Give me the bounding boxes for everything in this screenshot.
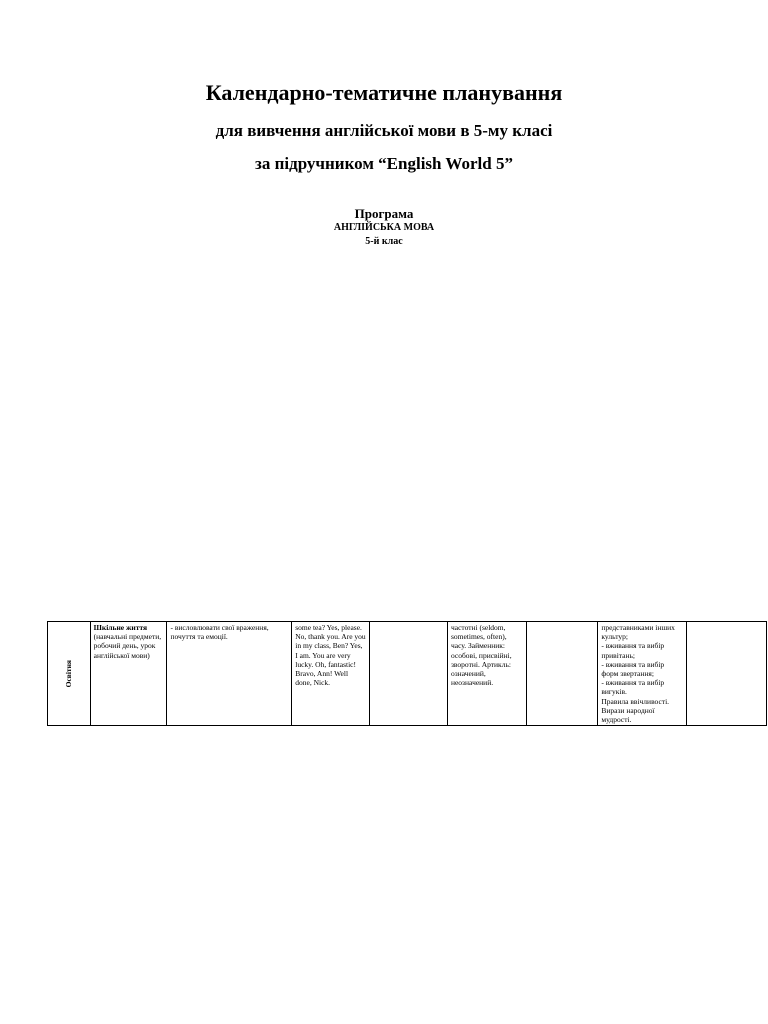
- language-heading: АНГЛІЙСЬКА МОВА: [333, 222, 435, 233]
- sociocultural-item: - вживання та вибір вигуків.: [601, 678, 665, 697]
- grammar-cell-2: частотні (seldom, sometimes, often), часу. Займенник: особові, присвійні, зворотні. Артикль: означений, неозначений.: [447, 622, 526, 726]
- planning-table-page2: [47, 621, 767, 726]
- page-title: Календарно-тематичне планування: [205, 80, 563, 105]
- subtitle-textbook: за підручником “English World 5”: [255, 154, 513, 173]
- topics-education: [90, 622, 167, 726]
- sphere-education-cell: [48, 622, 91, 726]
- sphere-education: Освітня: [64, 659, 74, 688]
- general-cell-2: [686, 622, 766, 726]
- topic-school-life-detail: (навчальні предмети, робочий день, урок англійської мови): [93, 632, 162, 660]
- sociocultural-item: Правила ввічливості. Вирази народної мудрості.: [601, 696, 670, 725]
- program-heading: Програма: [354, 206, 414, 221]
- subtitle-grade: для вивчення англійської мови в 5-му класі: [215, 121, 553, 140]
- grade-heading: 5-й клас: [365, 236, 403, 247]
- sociocultural-item: представниками інших культур;: [601, 623, 675, 642]
- means-cell-2: some tea? Yes, please. No, thank you. Are you in my class, Ben? Yes, I am. You are very lucky. Oh, fantastic! Bravo, Ann! Well done, Nick.: [292, 622, 370, 726]
- sociocultural-item: - вживання та вибір привітань;: [601, 641, 665, 660]
- sociocultural-item: - вживання та вибір форм звертання;: [601, 659, 665, 679]
- sociocultural-cell-2: [598, 622, 687, 726]
- topic-school-life: Шкільне життя: [93, 623, 148, 632]
- phonetic-cell-2: [526, 622, 597, 726]
- lexical-cell-2: [370, 622, 448, 726]
- functions-cell-2: - висловлювати свої враження, почуття та емоції.: [167, 622, 292, 726]
- planning-table-page1-wrap: [47, 258, 767, 496]
